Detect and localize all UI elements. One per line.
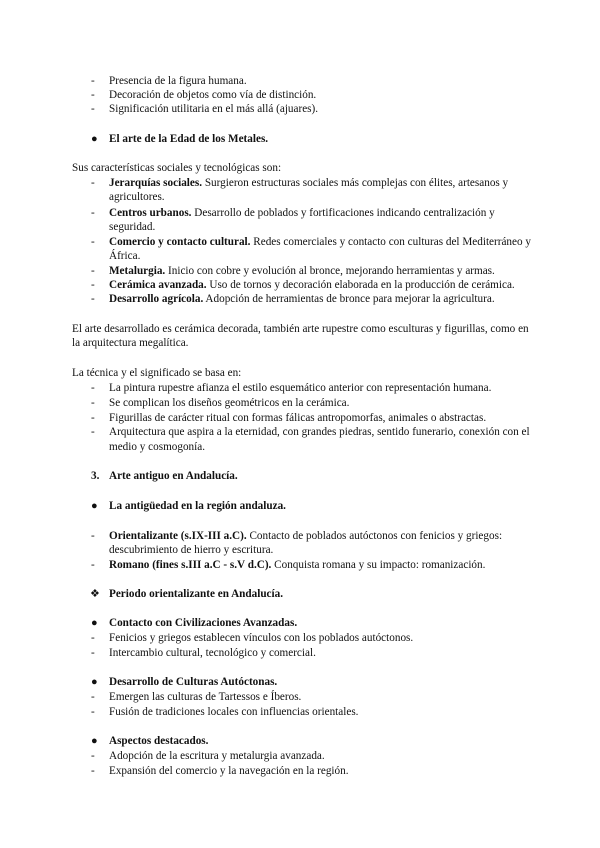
- dash-bullet: -: [91, 177, 95, 189]
- term: Romano (fines s.III a.C - s.V d.C).: [109, 559, 272, 571]
- term: Cerámica avanzada.: [109, 279, 207, 291]
- section-heading: El arte de la Edad de los Metales.: [109, 133, 269, 145]
- list-item: Figurillas de carácter ritual con formas fálicas antropomorfas, animales o abstractas.: [109, 412, 487, 424]
- list-item: [109, 558, 485, 572]
- paragraph: Sus características sociales y tecnológicas son:: [72, 162, 282, 174]
- term: Orientalizante (s.IX-III a.C).: [109, 530, 247, 542]
- topic-heading: Desarrollo de Culturas Autóctonas.: [109, 676, 278, 688]
- list-item: [109, 529, 502, 543]
- list-item: Adopción de la escritura y metalurgia avanzada.: [109, 750, 325, 762]
- list-item-continuation: medio y cosmogonía.: [109, 441, 206, 453]
- dash-bullet: -: [91, 207, 95, 219]
- dash-bullet: -: [91, 647, 95, 659]
- list-item: La pintura rupestre afianza el estilo esquemático anterior con representación humana.: [109, 382, 492, 394]
- round-bullet-icon: ●: [91, 617, 98, 629]
- topic-heading: Contacto con Civilizaciones Avanzadas.: [109, 617, 298, 629]
- description: Uso de tornos y decoración elaborada en la producción de cerámica.: [206, 279, 515, 291]
- list-item: Se complican los diseños geométricos en la cerámica.: [109, 397, 350, 409]
- list-item: Expansión del comercio y la navegación en la región.: [109, 765, 349, 777]
- description: Desarrollo de poblados y fortificaciones indicando centralización y: [191, 207, 495, 219]
- dash-bullet: -: [91, 530, 95, 542]
- topic-heading: Aspectos destacados.: [109, 735, 209, 747]
- dash-bullet: -: [91, 691, 95, 703]
- round-bullet-icon: ●: [91, 133, 98, 145]
- list-item-continuation: seguridad.: [109, 221, 156, 233]
- list-item: Significación utilitaria en el más allá (ajuares).: [109, 103, 319, 115]
- round-bullet-icon: ●: [91, 735, 98, 747]
- list-item: Emergen las culturas de Tartessos e Íberos.: [109, 691, 302, 703]
- list-item: Presencia de la figura humana.: [109, 75, 247, 87]
- dash-bullet: -: [91, 265, 95, 277]
- dash-bullet: -: [91, 412, 95, 424]
- list-item: [109, 278, 515, 292]
- dash-bullet: -: [91, 426, 95, 438]
- term: Desarrollo agrícola.: [109, 293, 204, 305]
- dash-bullet: -: [91, 89, 95, 101]
- term: Metalurgia.: [109, 265, 166, 277]
- description: Redes comerciales y contacto con culturas del Mediterráneo y: [250, 236, 531, 248]
- list-item: [109, 206, 495, 220]
- dash-bullet: -: [91, 103, 95, 115]
- section-number: 3.: [91, 470, 100, 482]
- subsection-heading: Periodo orientalizante en Andalucía.: [109, 588, 284, 600]
- dash-bullet: -: [91, 397, 95, 409]
- dash-bullet: -: [91, 279, 95, 291]
- description: Surgieron estructuras sociales más complejas con élites, artesanos y: [202, 177, 509, 189]
- dash-bullet: -: [91, 632, 95, 644]
- dash-bullet: -: [91, 293, 95, 305]
- dash-bullet: -: [91, 765, 95, 777]
- term: Jerarquías sociales.: [109, 177, 203, 189]
- list-item: Fenicios y griegos establecen vínculos con los poblados autóctonos.: [109, 632, 414, 644]
- list-item-continuation: descubrimiento de hierro y escritura.: [109, 544, 274, 556]
- paragraph: La técnica y el significado se basa en:: [72, 367, 242, 379]
- list-item-continuation: agricultores.: [109, 191, 165, 203]
- list-item: [109, 235, 531, 249]
- dash-bullet: -: [91, 236, 95, 248]
- paragraph: El arte desarrollado es cerámica decorada, también arte rupestre como esculturas y figurillas, como en: [72, 323, 529, 335]
- dash-bullet: -: [91, 750, 95, 762]
- paragraph-continuation: la arquitectura megalítica.: [72, 337, 189, 349]
- description: Inicio con cobre y evolución al bronce, mejorando herramientas y armas.: [165, 265, 495, 277]
- list-item: [109, 264, 495, 278]
- list-item: Intercambio cultural, tecnológico y comercial.: [109, 647, 316, 659]
- list-item-continuation: África.: [109, 250, 141, 262]
- list-item: [109, 292, 495, 306]
- description: Conquista romana y su impacto: romanización.: [271, 559, 486, 571]
- list-item: Decoración de objetos como vía de distinción.: [109, 89, 317, 101]
- dash-bullet: -: [91, 382, 95, 394]
- dash-bullet: -: [91, 559, 95, 571]
- dash-bullet: -: [91, 75, 95, 87]
- list-item: Fusión de tradiciones locales con influencias orientales.: [109, 706, 359, 718]
- diamond-bullet-icon: ❖: [90, 588, 100, 600]
- list-item: [109, 176, 508, 190]
- round-bullet-icon: ●: [91, 500, 98, 512]
- list-item: Arquitectura que aspira a la eternidad, con grandes piedras, sentido funerario, conexión con el: [109, 426, 530, 438]
- description: Contacto de poblados autóctonos con fenicios y griegos:: [246, 530, 503, 542]
- section-heading: Arte antiguo en Andalucía.: [109, 470, 238, 482]
- term: Comercio y contacto cultural.: [109, 236, 251, 248]
- subsection-heading: La antigüedad en la región andaluza.: [109, 500, 286, 512]
- term: Centros urbanos.: [109, 207, 192, 219]
- round-bullet-icon: ●: [91, 676, 98, 688]
- description: Adopción de herramientas de bronce para mejorar la agricultura.: [203, 293, 495, 305]
- dash-bullet: -: [91, 706, 95, 718]
